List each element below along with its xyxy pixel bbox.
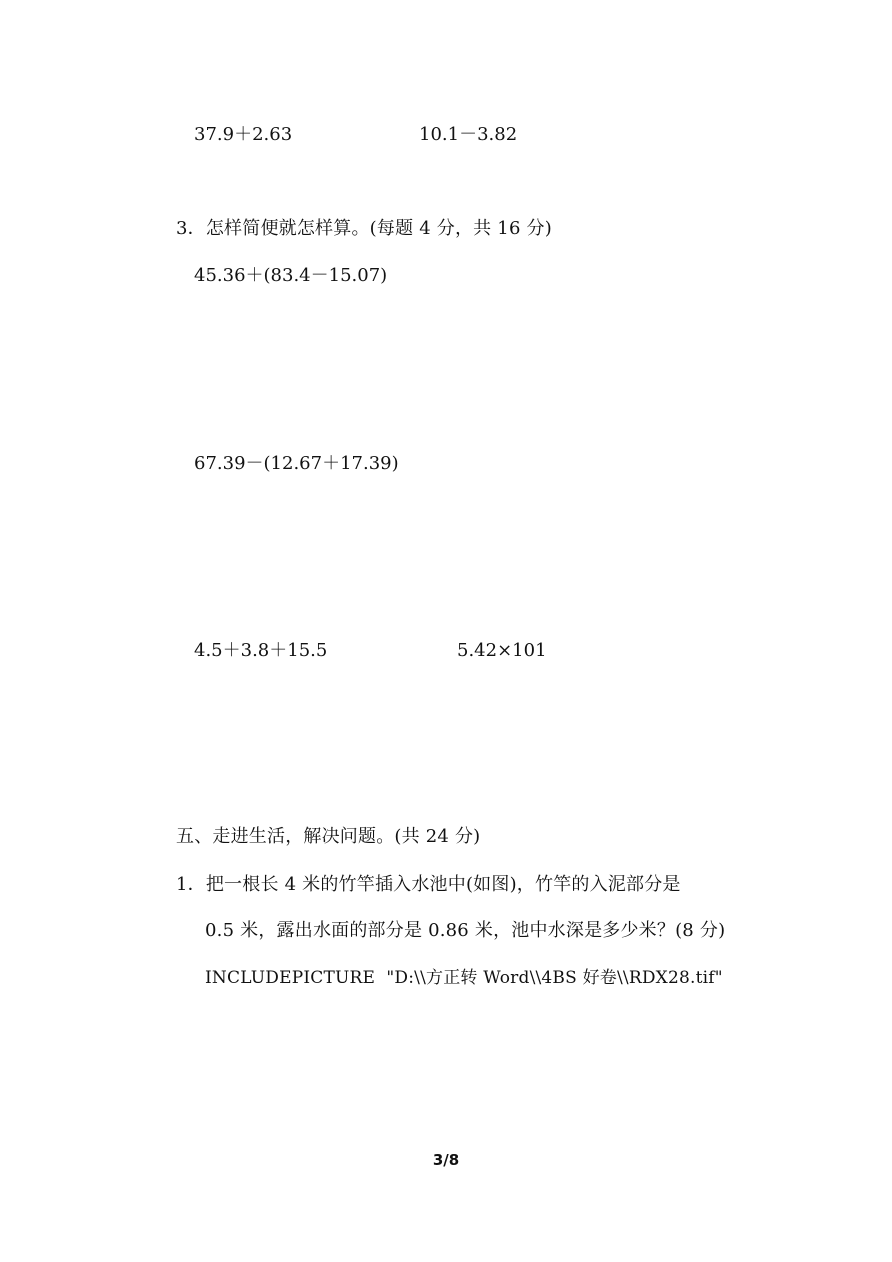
section-3-heading: 3．怎样简便就怎样算。(每题 4 分，共 16 分) xyxy=(176,218,552,239)
problem-67-39: 67.39－(12.67＋17.39) xyxy=(194,453,399,474)
question-1-includepicture-field: INCLUDEPICTURE "D:\\方正转 Word\\4BS 好卷\\RDX28.tif" xyxy=(205,968,723,988)
problem-37-9-plus-2-63: 37.9＋2.63 xyxy=(194,124,293,145)
section-5-heading: 五、走进生活，解决问题。(共 24 分) xyxy=(176,826,481,847)
question-1-line-1: 1．把一根长 4 米的竹竿插入水池中(如图)，竹竿的入泥部分是 xyxy=(176,874,681,895)
question-1-line-2: 0.5 米，露出水面的部分是 0.86 米，池中水深是多少米？(8 分) xyxy=(205,920,726,941)
problem-5-42: 5.42×101 xyxy=(457,640,547,661)
problem-45-36: 45.36＋(83.4－15.07) xyxy=(194,265,388,286)
problem-10-1-minus-3-82: 10.1－3.82 xyxy=(419,124,518,145)
problem-4-5: 4.5＋3.8＋15.5 xyxy=(194,640,328,661)
page-number: 3/8 xyxy=(432,1151,460,1169)
